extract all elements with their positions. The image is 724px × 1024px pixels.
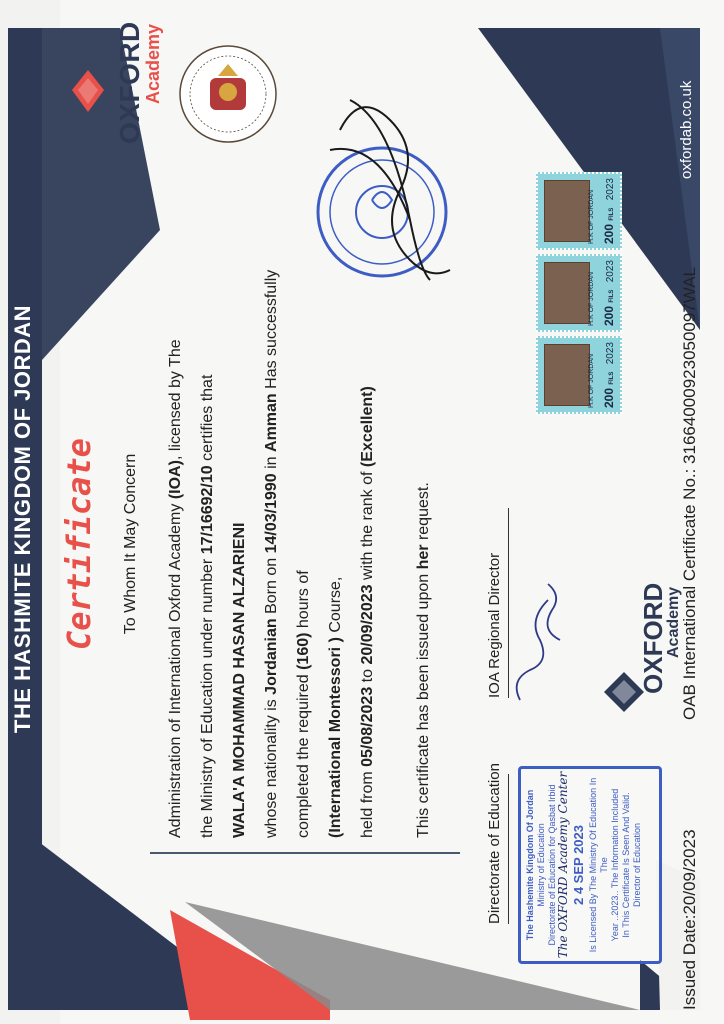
issued-date: Issued Date:20/09/2023 (680, 829, 699, 1010)
director-signature-line (508, 508, 509, 698)
regional-director-label: IOA Regional Director (486, 552, 503, 698)
logo-oxford-text: OXFORD (114, 21, 145, 144)
banner-title: THE HASHMITE KINGDOM OF JORDAN (10, 304, 35, 734)
certificate-body: Administration of International Oxford Academy (IOA), licensed by The the Ministry of Education under number 17/16692/10 certifies that WALA'A MOHAMMAD HASAN ALZARIENI whose nationality is Jordanian Born on 14/03/1990 in Amman Has successfully completed the required (160) hours of (International Montessori ) Course, held from 05/08/2023 to 20/09/2023 with the rank of (Excellent) This certificate has been issued upon her request. (167, 269, 432, 838)
body-divider (150, 852, 460, 854)
oxford-top-logo (116, 21, 162, 144)
directorate-label: Directorate of Education (486, 763, 503, 924)
recipient-name: WALA'A MOHAMMAD HASAN ALZARIENI (231, 522, 248, 838)
salutation: To Whom It May Concern (122, 453, 139, 635)
logo-academy-text-bottom: Academy (665, 586, 682, 658)
international-certificate-number: OAB International Certificate No.: 31664000923050097WAL (680, 267, 699, 720)
stamp-date: 2 4 SEP 2023 (571, 825, 586, 905)
revenue-stamp-3: H.K OF JORDAN 200 FILS 2023 (536, 172, 622, 250)
oxford-bottom-logo (640, 583, 682, 694)
revenue-stamp-1: H.K OF JORDAN 200 FILS 2023 (536, 336, 622, 414)
ministry-stamp: The Hashemite Kingdom Of Jordan Ministry of Education Directorate of Education for Qasbat Irbid The OXFORD Academy Center 2 4 SEP 2023 Is Licensed By The Ministry Of Education In The Year ..2023.. The Information Included In This Certificate Is Seen And Valid. Director of Education (518, 766, 662, 964)
certificate-title: Certificate (60, 438, 98, 650)
directorate-signature-line (508, 774, 509, 924)
logo-oxford-text-bottom: OXFORD (638, 582, 668, 694)
logo-academy-text: Academy (143, 23, 163, 104)
website: oxfordab.co.uk (678, 80, 695, 179)
revenue-stamp-2: H.K OF JORDAN 200 FILS 2023 (536, 254, 622, 332)
